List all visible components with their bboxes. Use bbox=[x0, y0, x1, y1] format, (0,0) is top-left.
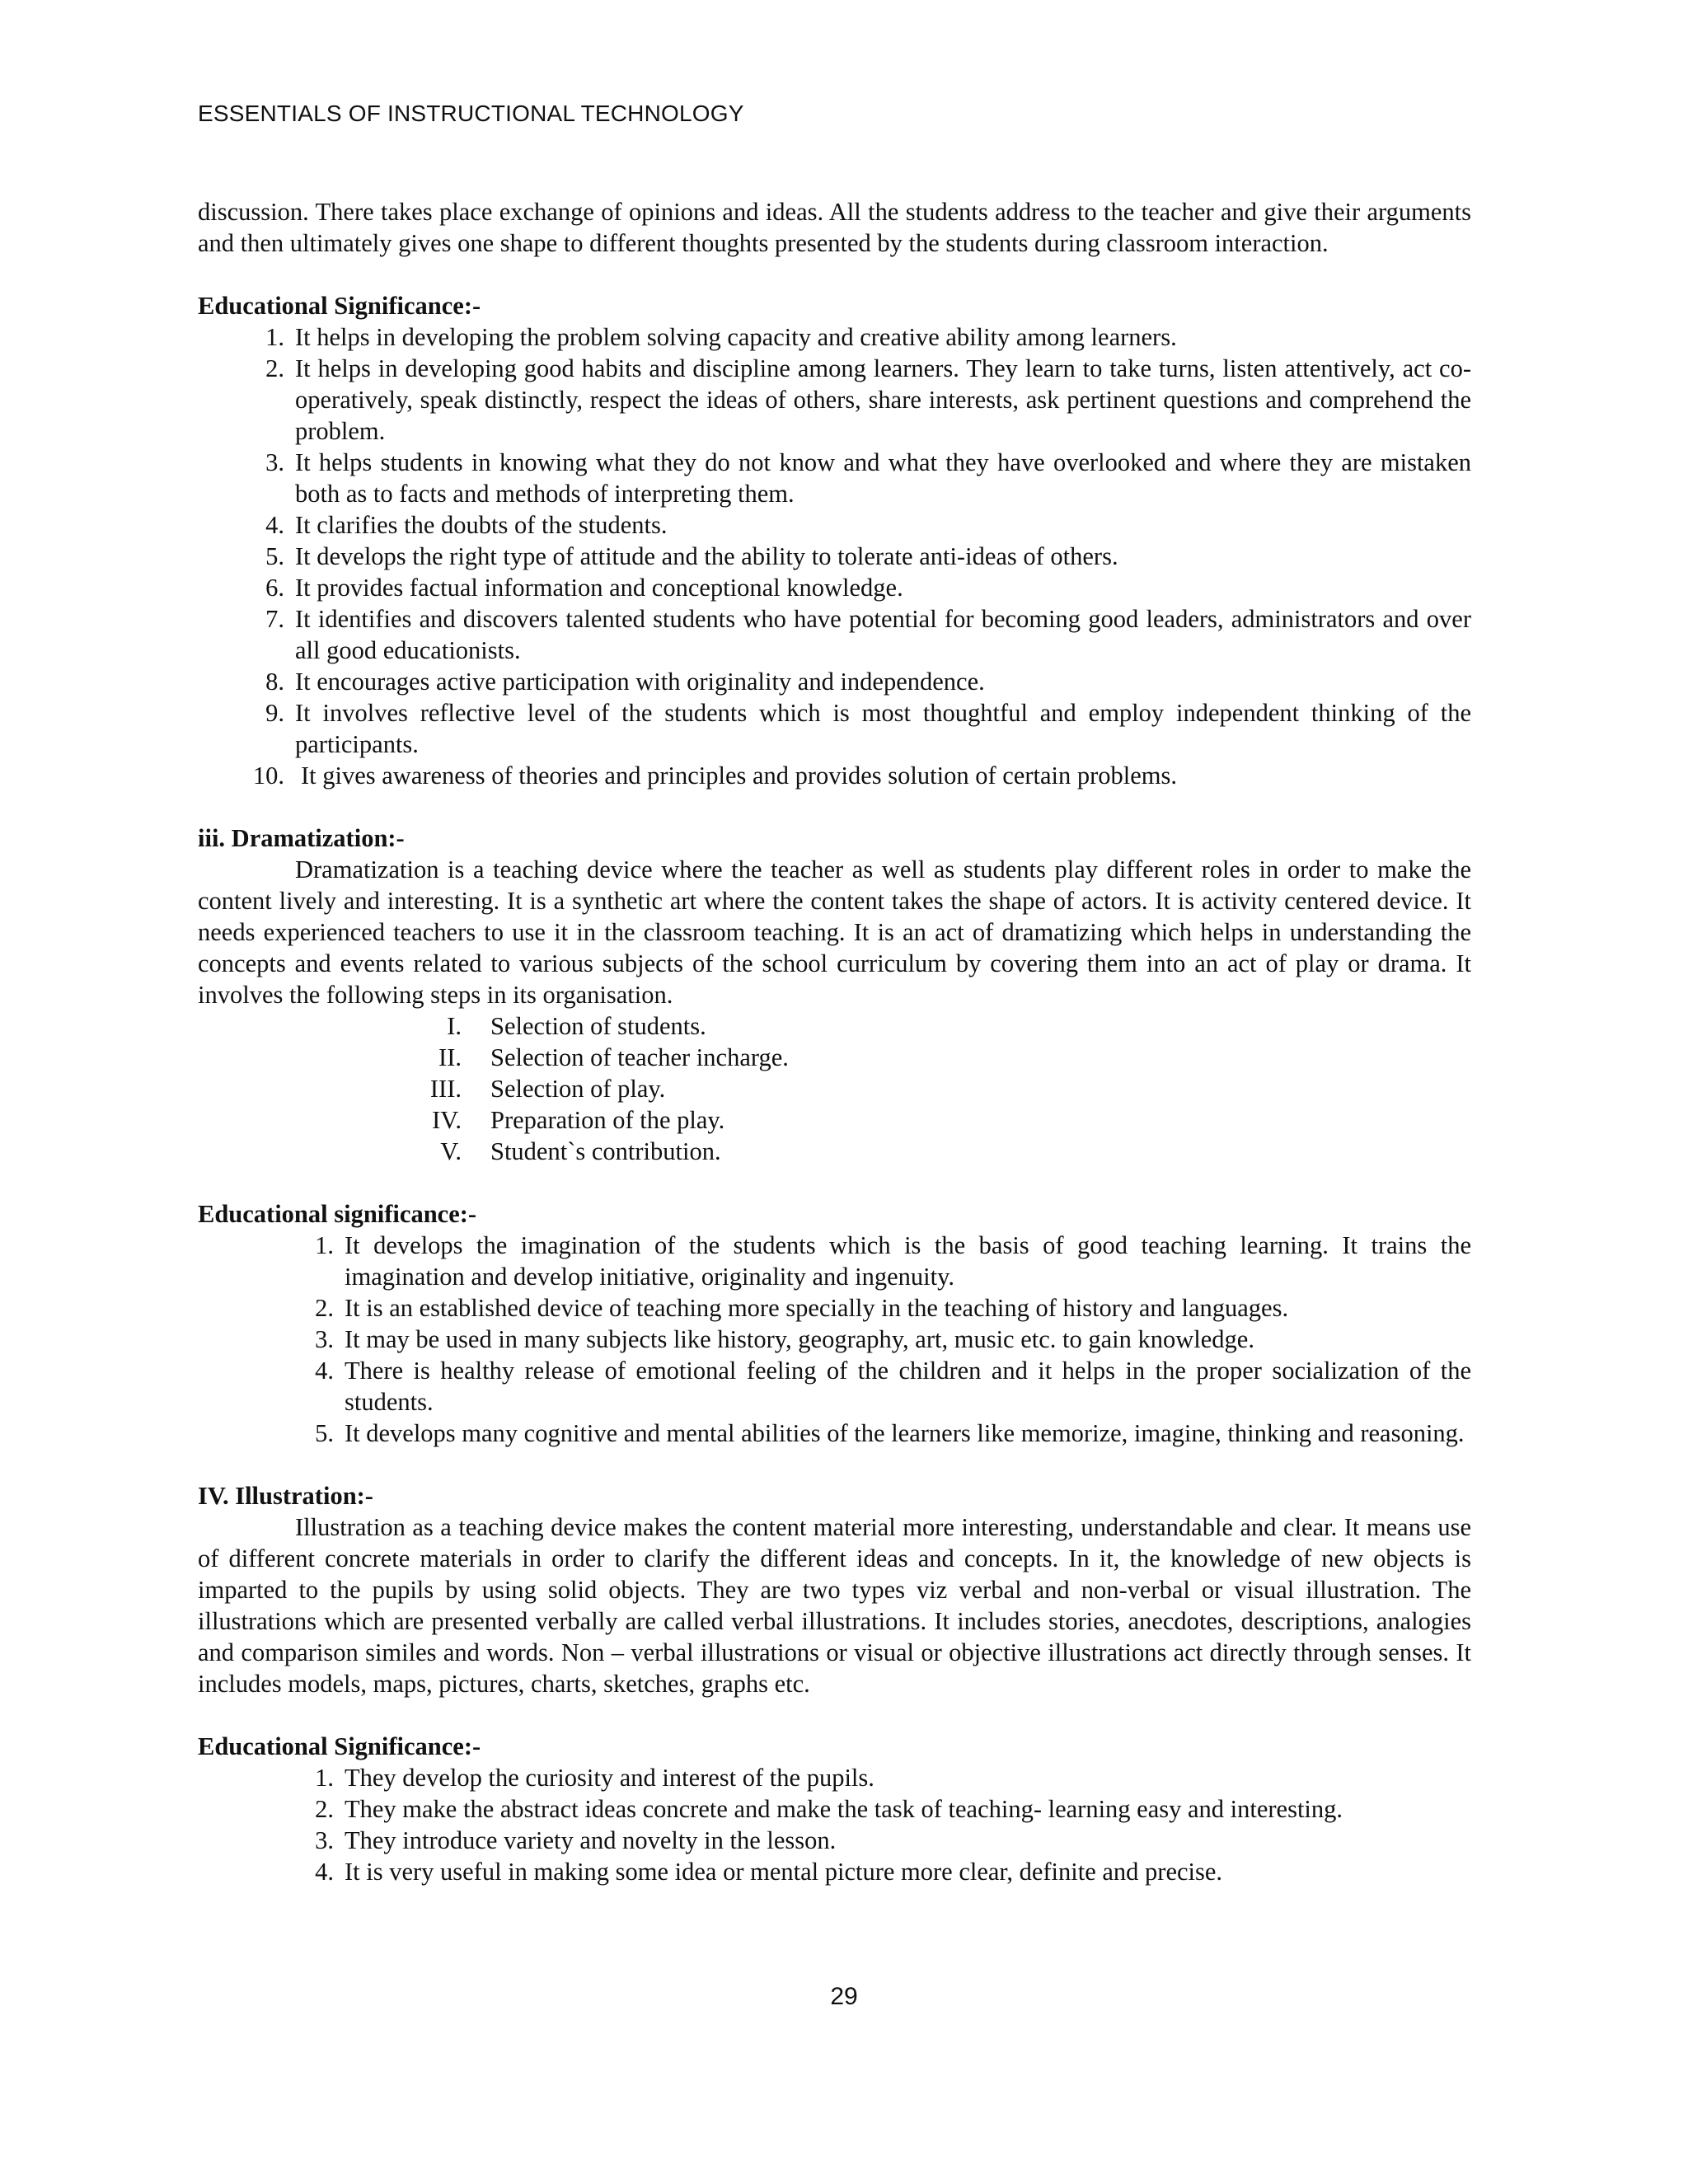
list-item bbox=[198, 697, 1471, 760]
item-number: 4. bbox=[315, 1357, 334, 1385]
list-item bbox=[198, 1793, 1471, 1825]
list-item bbox=[198, 1292, 1471, 1324]
item-number: 9. bbox=[265, 699, 284, 727]
discussion-significance-list bbox=[198, 321, 1471, 791]
item-number: 5. bbox=[265, 542, 284, 570]
item-number: V. bbox=[440, 1137, 462, 1165]
item-number: 4. bbox=[265, 511, 284, 539]
list-item bbox=[198, 1136, 1471, 1167]
item-text: They introduce variety and novelty in the lesson. bbox=[345, 1826, 837, 1854]
item-text: It helps in developing the problem solving capacity and creative ability among learners. bbox=[295, 323, 1177, 351]
list-item bbox=[198, 1104, 1471, 1136]
list-item bbox=[198, 1856, 1471, 1887]
item-text: Selection of students. bbox=[490, 1012, 706, 1040]
item-number: 3. bbox=[315, 1826, 334, 1854]
item-text: It develops the right type of attitude and the ability to tolerate anti-ideas of others. bbox=[295, 542, 1118, 570]
item-text: It involves reflective level of the students which is most thoughtful and employ independent thinking of the participants. bbox=[295, 699, 1471, 758]
dramatization-paragraph: Dramatization is a teaching device where the teacher as well as students play different roles in order to make the content lively and interesting. It is a synthetic art where the content takes the shape of actors. It is activity centered device. It needs experienced teachers to use it in the classroom teaching. It is an act of dramatizing which helps in understanding the concepts and events related to various subjects of the school curriculum by covering them into an act of play or drama. It involves the following steps in its organisation. bbox=[198, 855, 1471, 1009]
section-heading-dramatization-significance: Educational significance:- bbox=[198, 1200, 477, 1228]
section-heading-illustration-significance: Educational Significance:- bbox=[198, 1732, 481, 1760]
page-number: 29 bbox=[830, 1983, 858, 2010]
list-item bbox=[198, 1355, 1471, 1418]
item-text: It develops the imagination of the students which is the basis of good teaching learning. It trains the imagination and develop initiative, originality and ingenuity. bbox=[345, 1231, 1471, 1291]
item-number: 3. bbox=[265, 448, 284, 476]
section-heading-dramatization: iii. Dramatization:- bbox=[198, 824, 405, 852]
list-item bbox=[198, 447, 1471, 509]
page-content bbox=[198, 196, 1471, 1887]
item-number: 4. bbox=[315, 1858, 334, 1886]
item-number: 10. bbox=[252, 762, 284, 790]
item-text: Student`s contribution. bbox=[490, 1137, 721, 1165]
item-number: 7. bbox=[265, 605, 284, 633]
list-item bbox=[198, 1762, 1471, 1793]
item-text: It may be used in many subjects like history, geography, art, music etc. to gain knowledge. bbox=[345, 1325, 1254, 1353]
item-number: 8. bbox=[265, 668, 284, 696]
item-text: It develops many cognitive and mental abilities of the learners like memorize, imagine, thinking and reasoning. bbox=[345, 1419, 1465, 1447]
section-heading-illustration: IV. Illustration:- bbox=[198, 1482, 373, 1510]
illustration-paragraph: Illustration as a teaching device makes the content material more interesting, understandable and clear. It means use of different concrete materials in order to clarify the different ideas and concepts. In it, the knowledge of new objects is imparted to the pupils by using solid objects. They are two types viz verbal and non-verbal or visual illustration. The illustrations which are presented verbally are called verbal illustrations. It includes stories, anecdotes, descriptions, analogies and comparison similes and words. Non – verbal illustrations or visual or objective illustrations act directly through senses. It includes models, maps, pictures, charts, sketches, graphs etc. bbox=[198, 1513, 1471, 1698]
item-number: 1. bbox=[265, 323, 284, 351]
list-item bbox=[198, 1230, 1471, 1292]
running-header: ESSENTIALS OF INSTRUCTIONAL TECHNOLOGY bbox=[198, 101, 744, 126]
item-number: 2. bbox=[315, 1294, 334, 1322]
item-text: There is healthy release of emotional feeling of the children and it helps in the proper socialization of the students. bbox=[345, 1357, 1471, 1416]
list-item bbox=[198, 1825, 1471, 1856]
list-item bbox=[198, 509, 1471, 541]
list-item bbox=[198, 1010, 1471, 1042]
item-number: 2. bbox=[265, 354, 284, 382]
list-item bbox=[198, 603, 1471, 666]
dramatization-significance-list bbox=[198, 1230, 1471, 1449]
item-number: 3. bbox=[315, 1325, 334, 1353]
list-item bbox=[198, 353, 1471, 447]
item-text: It is an established device of teaching more specially in the teaching of history and languages. bbox=[345, 1294, 1289, 1322]
item-text: It is very useful in making some idea or mental picture more clear, definite and precise. bbox=[345, 1858, 1223, 1886]
item-text: They develop the curiosity and interest of the pupils. bbox=[345, 1764, 874, 1792]
item-number: 6. bbox=[265, 574, 284, 602]
item-text: It helps in developing good habits and discipline among learners. They learn to take turns, listen attentively, act co-operatively, speak distinctly, respect the ideas of others, share interests, ask pertinent questions and comprehend the problem. bbox=[295, 354, 1471, 445]
list-item bbox=[198, 321, 1471, 353]
list-item bbox=[198, 760, 1471, 791]
item-number: III. bbox=[429, 1075, 462, 1103]
list-item bbox=[198, 1073, 1471, 1104]
item-text: They make the abstract ideas concrete and make the task of teaching- learning easy and interesting. bbox=[345, 1795, 1343, 1823]
item-text: Selection of teacher incharge. bbox=[490, 1043, 789, 1071]
item-text: It encourages active participation with originality and independence. bbox=[295, 668, 985, 696]
item-text: It helps students in knowing what they do not know and what they have overlooked and where they are mistaken both as to facts and methods of interpreting them. bbox=[295, 448, 1471, 508]
item-number: 2. bbox=[315, 1795, 334, 1823]
list-item bbox=[198, 1324, 1471, 1355]
section-heading-discussion-significance: Educational Significance:- bbox=[198, 292, 481, 320]
item-text: It provides factual information and conceptional knowledge. bbox=[295, 574, 903, 602]
item-number: II. bbox=[438, 1043, 462, 1071]
intro-paragraph: discussion. There takes place exchange of opinions and ideas. All the students address to the teacher and give their arguments and then ultimately gives one shape to different thoughts presented by the students during classroom interaction. bbox=[198, 198, 1471, 257]
list-item bbox=[198, 1418, 1471, 1449]
illustration-significance-list bbox=[198, 1762, 1471, 1887]
item-number: I. bbox=[447, 1012, 462, 1040]
item-text: It clarifies the doubts of the students. bbox=[295, 511, 668, 539]
list-item bbox=[198, 572, 1471, 603]
item-text: Preparation of the play. bbox=[490, 1106, 725, 1134]
list-item bbox=[198, 1042, 1471, 1073]
list-item bbox=[198, 666, 1471, 697]
item-number: 1. bbox=[315, 1231, 334, 1259]
item-text: Selection of play. bbox=[490, 1075, 666, 1103]
dramatization-steps-list bbox=[198, 1010, 1471, 1167]
item-text: It identifies and discovers talented students who have potential for becoming good leaders, administrators and over all good educationists. bbox=[295, 605, 1471, 664]
item-number: 1. bbox=[315, 1764, 334, 1792]
item-number: 5. bbox=[315, 1419, 334, 1447]
item-text: It gives awareness of theories and principles and provides solution of certain problems. bbox=[301, 762, 1177, 790]
list-item bbox=[198, 541, 1471, 572]
item-number: IV. bbox=[432, 1106, 462, 1134]
